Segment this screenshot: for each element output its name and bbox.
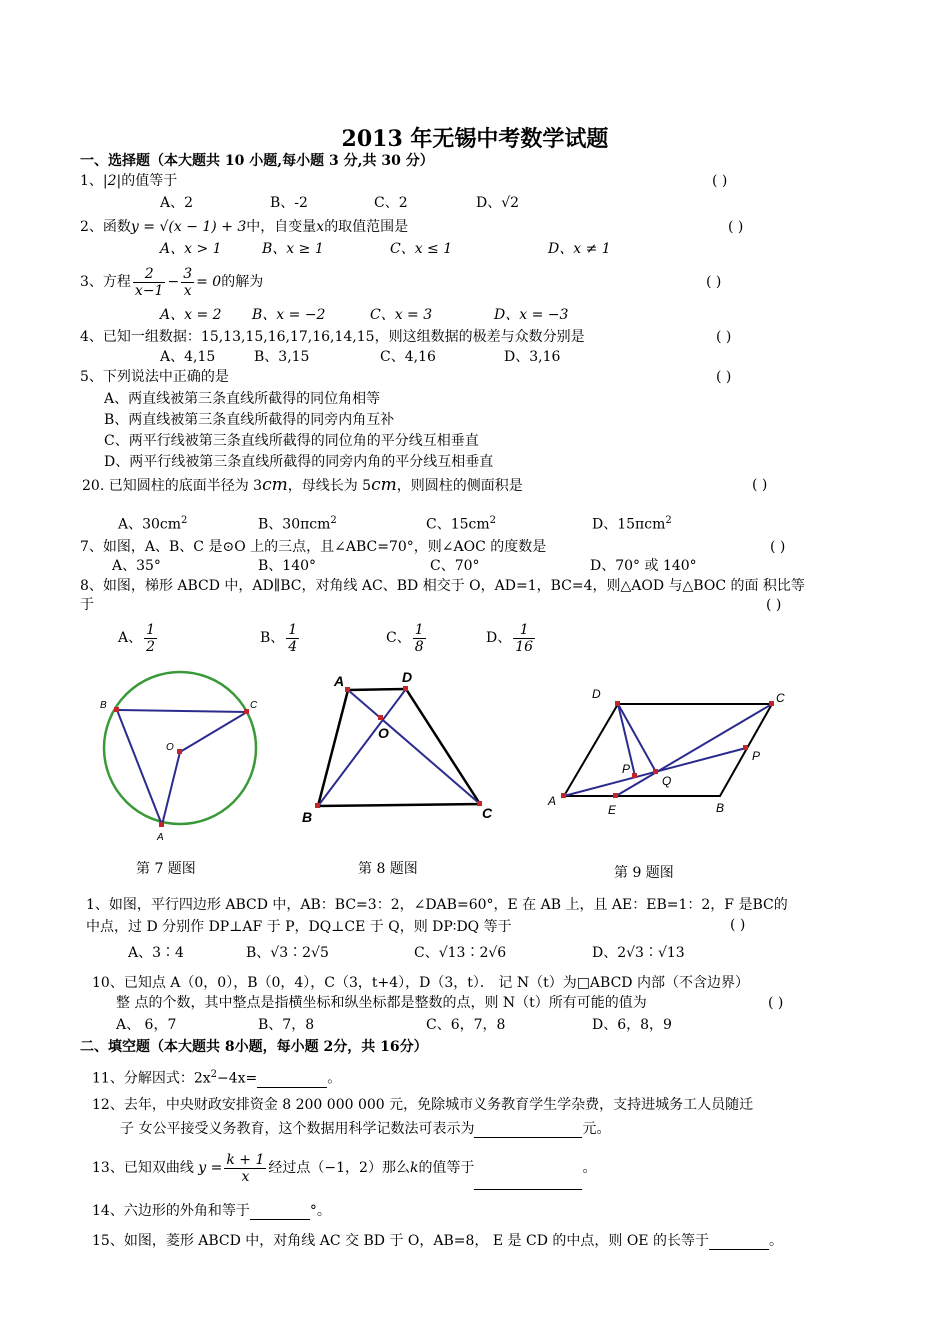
q1-opt-d: D、√2: [476, 195, 520, 211]
q6-opt-b: [258, 512, 337, 534]
q8-opt-b-den: 4: [288, 638, 298, 655]
q8-opt-a-num: 1: [146, 621, 156, 638]
q3-stem-b: 的解为: [221, 274, 264, 290]
q6-opt-b-text: B、30πcm: [258, 516, 331, 533]
q6-opt-d-text: D、15πcm: [592, 516, 666, 533]
q8-opt-b-label: B、: [260, 630, 285, 646]
fig7-point-c: [244, 709, 249, 714]
question-11: [92, 1066, 341, 1088]
q13-text-c: 的值等于: [418, 1160, 475, 1176]
q6-opt-c-text: C、15cm: [426, 516, 490, 533]
q5-opt-b: B、两直线被第三条直线所截得的同旁内角互补: [104, 412, 395, 428]
question-5: 5、下列说法中正确的是: [80, 369, 229, 385]
q6-opt-c: [426, 512, 496, 534]
q6-answer-paren: ( ): [752, 477, 768, 493]
q10-opt-c: C、6，7，8: [426, 1017, 506, 1033]
q3-opt-b: B、x = −2: [252, 307, 326, 323]
fig9-point-q: [653, 769, 658, 774]
q7-opt-d: D、70° 或 140°: [590, 558, 697, 574]
q2-opt-c: C、x ≤ 1: [390, 241, 453, 257]
q11-sup: 2: [210, 1069, 217, 1080]
fig7-radius-oa: [162, 752, 180, 825]
q6-stem-c: ，则圆柱的侧面积是: [396, 478, 523, 494]
fig8-diagonal-bd: [318, 689, 406, 806]
q3-opt-a: A、x = 2: [160, 307, 222, 323]
q8-opt-d-label: D、: [486, 630, 512, 646]
q8-opt-c-den: 8: [414, 638, 424, 655]
fig8-label-o: O: [378, 725, 389, 741]
fig9-point-d: [615, 701, 620, 706]
question-6: [82, 476, 523, 495]
q5-opt-d: D、两平行线被第三条直线所截得的同旁内角的平分线互相垂直: [104, 454, 494, 470]
fig8-label-d: D: [402, 669, 413, 685]
fig7-radius-oc: [180, 712, 247, 752]
q1-opt-b: B、-2: [270, 195, 308, 211]
q3-answer-paren: ( ): [706, 274, 722, 290]
question-1: [80, 172, 177, 190]
q7-answer-paren: ( ): [770, 539, 786, 555]
q2-opt-b: B、x ≥ 1: [262, 241, 324, 257]
fig8-label-b: B: [302, 809, 313, 825]
q9-opt-c: C、√13∶2√6: [414, 945, 507, 961]
q3-opt-c: C、x = 3: [370, 307, 433, 323]
q2-stem-b: 中，自变量: [246, 219, 317, 235]
fig7-label-b: B: [100, 700, 107, 711]
fig7-circle: [104, 672, 256, 824]
q2-stem-a: 2、函数: [80, 219, 131, 235]
q1-opt-a: A、2: [160, 195, 194, 211]
q15-text-b: 。: [768, 1233, 783, 1249]
q8-opt-c-label: C、: [386, 630, 411, 646]
q10-opt-d: D、6，8，9: [592, 1017, 672, 1033]
q13-answer-blank[interactable]: [474, 1175, 582, 1190]
section-choice-heading: 一、选择题（本大题共 10 小题,每小题 3 分,共 30 分）: [80, 153, 434, 169]
q11-answer-blank[interactable]: [257, 1073, 327, 1088]
q8-answer-paren: ( ): [766, 597, 782, 613]
question-15: [92, 1232, 783, 1250]
q8-opt-c-num: 1: [414, 621, 424, 638]
q2-function: y = √(x − 1) + 3: [130, 219, 247, 235]
question-8-line-1: 8、如图，梯形 ABCD 中，AD∥BC，对角线 AC、BD 相交于 O，AD=1，BC=4，则△AOD 与△BOC 的面 积比等: [80, 578, 805, 594]
fig9-line-ce: [616, 704, 772, 796]
q9-opt-a: A、3∶4: [128, 945, 184, 961]
q7-opt-a: A、35°: [112, 558, 161, 574]
q1-answer-paren: ( ): [712, 173, 728, 189]
q6-unit-2: cm: [371, 475, 397, 495]
fig9-label-b: B: [716, 801, 725, 815]
q3-fraction-1: [133, 266, 166, 299]
q1-opt-c: C、2: [374, 195, 408, 211]
fig7-label-a: A: [157, 832, 164, 840]
q8-opt-c: [386, 618, 428, 658]
question-4: 4、已知一组数据：15,13,15,16,17,16,14,15，则这组数据的极差与众数分别是: [80, 329, 585, 345]
q13-text-e: 。: [582, 1160, 597, 1176]
q4-answer-paren: ( ): [716, 329, 732, 345]
q12-answer-blank[interactable]: [474, 1123, 582, 1138]
question-12-line-2: [120, 1120, 610, 1138]
figure-7: [90, 670, 270, 840]
fig8-diagonal-ac: [348, 690, 480, 804]
q8-opt-d: [486, 618, 537, 658]
fig7-chord-ba: [117, 710, 162, 825]
q14-text-b: °。: [309, 1203, 331, 1219]
fig7-point-a: [159, 822, 164, 827]
q1-abs: |2|: [102, 173, 122, 189]
q4-opt-a: A、4,15: [160, 349, 216, 365]
q8-opt-d-den: 16: [515, 638, 534, 655]
question-2: [80, 218, 408, 236]
q6-opt-a-text: A、30cm: [118, 516, 182, 533]
figure-9: [540, 680, 790, 830]
q13-k: k: [409, 1160, 419, 1176]
q8-opt-a-den: 2: [146, 638, 156, 655]
q6-opt-a: [118, 512, 187, 534]
question-3: [80, 262, 263, 302]
q4-opt-c: C、4,16: [380, 349, 436, 365]
q8-opt-a-label: A、: [118, 630, 143, 646]
q8-opt-c-frac: [413, 622, 426, 655]
fig9-label-e: E: [608, 803, 617, 817]
q8-opt-b: [260, 618, 301, 658]
fig9-label-a: A: [548, 794, 557, 808]
question-12-line-1: 12、去年，中央财政安排资金 8 200 000 000 元，免除城市义务教育学生学杂费，支持进城务工人员随迁: [92, 1097, 754, 1113]
q3-den-2: x: [181, 282, 194, 299]
question-8-line-2: 于: [80, 597, 94, 613]
fig7-label-c: C: [250, 700, 258, 711]
q10-opt-b: B、7，8: [258, 1017, 315, 1033]
q6-opt-d: [592, 512, 672, 534]
fig9-point-c: [769, 701, 774, 706]
q3-num-1: 2: [144, 265, 154, 282]
q6-opt-a-sup: 2: [181, 515, 188, 526]
fig9-point-p: [632, 773, 637, 778]
q8-opt-a: [118, 618, 159, 658]
question-10-line-1: 10、已知点 A（0，0），B（0，4），C（3，t+4），D（3，t）． 记 N（t）为□ABCD 内部（不含边界）: [92, 975, 749, 991]
q11-text-c: 。: [327, 1070, 342, 1087]
q6-opt-c-sup: 2: [489, 515, 497, 526]
fig9-point-e: [613, 793, 618, 798]
q7-opt-b: B、140°: [258, 558, 317, 574]
q13-num: k + 1: [226, 1151, 265, 1168]
fig7-label-o: O: [166, 742, 174, 753]
question-9-line-2: 中点，过 D 分别作 DP⊥AF 于 P，DQ⊥CE 于 Q，则 DP∶DQ 等于: [86, 919, 512, 935]
q11-text-b: −4x=: [217, 1070, 258, 1087]
q6-opt-d-sup: 2: [665, 515, 672, 526]
fig7-chord-bc: [117, 710, 247, 712]
q8-opt-d-frac: [513, 622, 535, 655]
q2-opt-a: A、x > 1: [160, 241, 222, 257]
fig8-trapezoid: [318, 689, 480, 806]
question-7: 7、如图，A、B、C 是⊙O 上的三点，且∠ABC=70°，则∠AOC 的度数是: [80, 539, 547, 555]
figure-8-caption: 第 8 题图: [358, 861, 418, 877]
figure-7-caption: 第 7 题图: [136, 861, 196, 877]
q10-opt-a: A、 6，7: [116, 1017, 177, 1033]
q13-fraction: [224, 1152, 266, 1185]
fig8-point-d: [403, 686, 408, 691]
fig9-point-a: [561, 793, 566, 798]
q14-text-a: 14、六边形的外角和等于: [92, 1203, 250, 1219]
q13-text-b: 经过点（−1，2）那么: [268, 1160, 410, 1176]
q6-opt-b-sup: 2: [330, 515, 337, 526]
q11-text-a: 11、分解因式：2x: [92, 1070, 211, 1087]
q4-opt-b: B、3,15: [254, 349, 310, 365]
q1-stem-b: 的值等于: [121, 173, 178, 189]
q7-opt-c: C、70°: [430, 558, 480, 574]
q6-stem-b: ，母线长为 5: [287, 478, 372, 494]
fig9-label-p1: P: [622, 762, 631, 776]
fig9-label-q: Q: [662, 774, 672, 788]
fig8-point-o: [378, 715, 383, 720]
q2-stem-c: 的取值范围是: [324, 219, 409, 235]
question-9-line-1: 1、如图，平行四边形 ABCD 中，AB：BC=3：2，∠DAB=60°，E 在 AB 上，且 AE：EB=1：2，F 是BC的: [86, 897, 788, 913]
q12-text-b: 元。: [582, 1121, 611, 1137]
q14-answer-blank[interactable]: [250, 1205, 310, 1220]
fig9-point-f: [743, 745, 748, 750]
q9-opt-b: B、√3∶2√5: [246, 945, 329, 961]
q3-minus: −: [167, 274, 180, 290]
q1-stem-a: 1、: [80, 173, 103, 189]
q3-fraction-2: [181, 266, 194, 299]
fig8-label-c: C: [482, 805, 493, 821]
q6-stem-a: 20. 已知圆柱的底面半径为 3: [82, 478, 263, 494]
q6-unit-1: cm: [262, 475, 288, 495]
fig7-point-o: [177, 749, 182, 754]
fig8-point-a: [345, 687, 350, 692]
fig9-label-p2: P: [752, 749, 761, 763]
q9-answer-paren: ( ): [730, 917, 746, 933]
q3-opt-d: D、x = −3: [494, 307, 569, 323]
fig9-label-c: C: [776, 691, 785, 705]
q13-y: y =: [198, 1160, 223, 1176]
q13-den: x: [224, 1168, 266, 1185]
q13-text-a: 13、已知双曲线: [92, 1160, 194, 1176]
q2-var: x: [316, 219, 325, 235]
q8-opt-d-num: 1: [519, 621, 529, 638]
q2-answer-paren: ( ): [728, 219, 744, 235]
q10-answer-paren: ( ): [768, 995, 784, 1011]
fig7-point-b: [114, 707, 119, 712]
figure-9-caption: 第 9 题图: [614, 865, 674, 881]
q9-opt-d: D、2√3∶√13: [592, 945, 685, 961]
fig8-label-a: A: [334, 673, 345, 689]
figure-8: [296, 664, 506, 834]
question-10-line-2: 整 点的个数，其中整点是指横坐标和纵坐标都是整数的点，则 N（t）所有可能的值为: [116, 995, 647, 1011]
q15-answer-blank[interactable]: [709, 1235, 769, 1250]
q5-opt-a: A、两直线被第三条直线所截得的同位角相等: [104, 391, 381, 407]
question-14: [92, 1202, 331, 1220]
q3-eq: = 0: [196, 274, 222, 290]
q3-den-1: x−1: [134, 282, 164, 299]
q5-answer-paren: ( ): [716, 369, 732, 385]
q3-stem-a: 3、方程: [80, 274, 131, 290]
q5-opt-c: C、两平行线被第三条直线所截得的同位角的平分线互相垂直: [104, 433, 479, 449]
q8-opt-a-frac: [144, 622, 157, 655]
q3-num-2: 3: [183, 265, 193, 282]
q12-text-a: 子 女公平接受义务教育，这个数据用科学记数法可表示为: [120, 1121, 475, 1137]
fig9-label-d: D: [592, 687, 601, 701]
page-title: 2013 年无锡中考数学试题: [341, 126, 609, 152]
q8-opt-b-num: 1: [288, 621, 298, 638]
question-13: [92, 1146, 596, 1190]
q8-opt-b-frac: [286, 622, 299, 655]
q2-opt-d: D、x ≠ 1: [548, 241, 611, 257]
section-fill-heading: 二、填空题（本大题共 8小题，每小题 2分，共 16分）: [80, 1039, 428, 1055]
q15-text-a: 15、如图，菱形 ABCD 中，对角线 AC 交 BD 于 O，AB=8， E 是 CD 的中点，则 OE 的长等于: [92, 1233, 709, 1249]
fig8-point-b: [315, 803, 320, 808]
q4-opt-d: D、3,16: [504, 349, 561, 365]
